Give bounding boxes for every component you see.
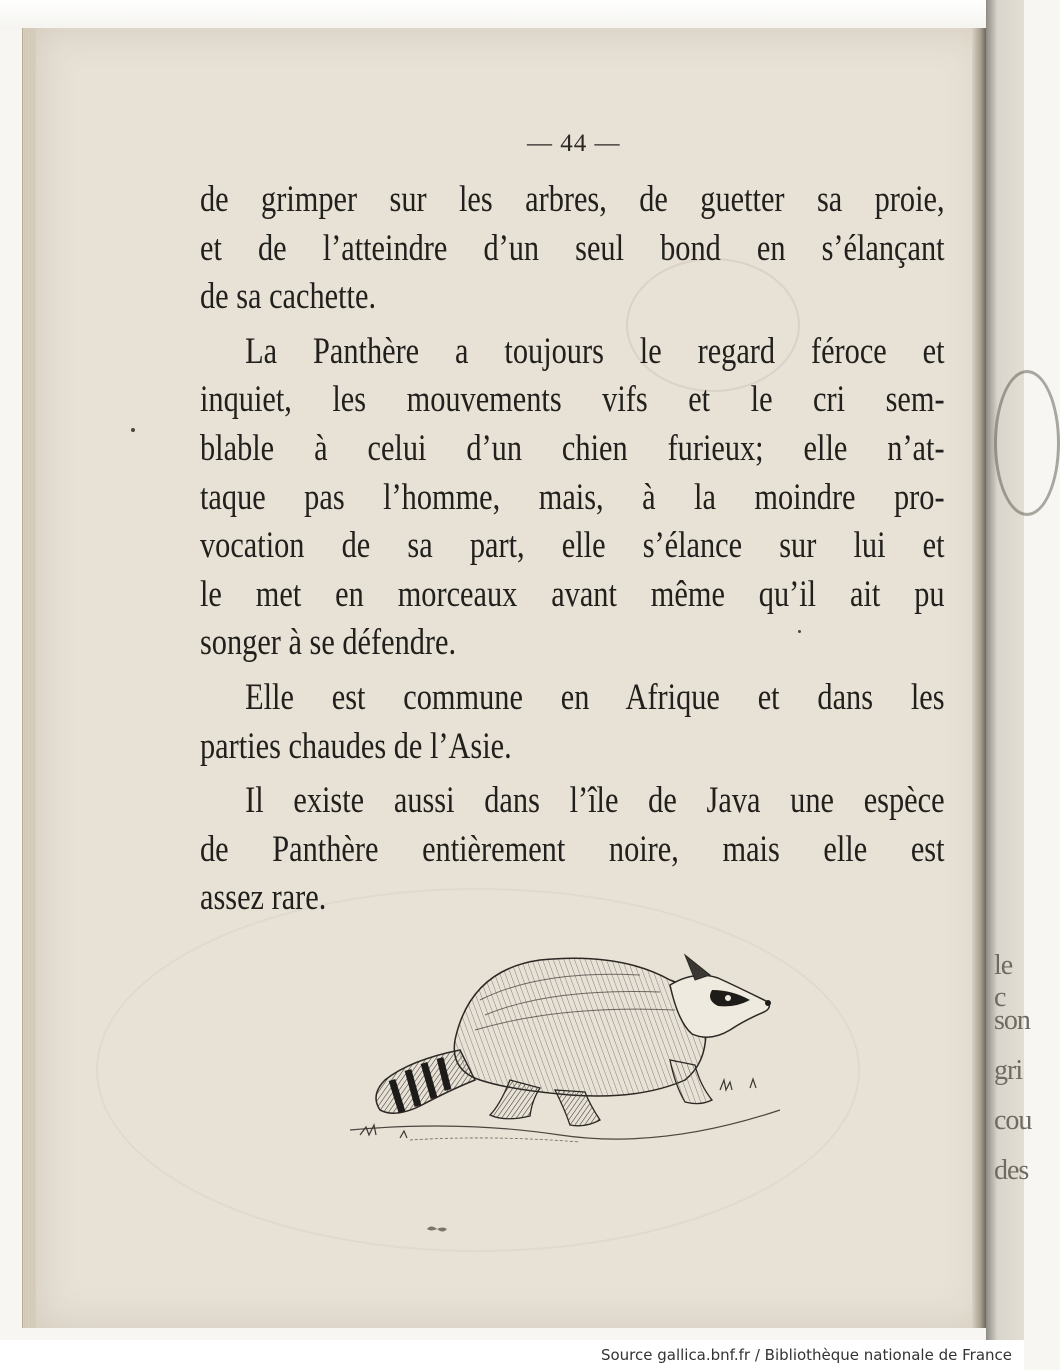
- text-line: de grimper sur les arbres, de guetter sa proie,: [200, 179, 945, 220]
- source-attribution: Source gallica.bnf.fr / Bibliothèque nationale de France: [600, 1346, 1012, 1364]
- text-line: Elle est commune en Afrique et dans les: [245, 676, 945, 718]
- facing-page-text: le c: [994, 950, 1013, 1013]
- text-line: inquiet, les mouvements vifs et le cri sem-: [200, 379, 945, 421]
- text-line: et de l’atteindre d’un seul bond en s’élançant: [200, 227, 945, 269]
- text-line: La Panthère a toujours le regard féroce et: [245, 330, 945, 372]
- text-line: taque pas l’homme, mais, à la moindre pro-: [200, 476, 945, 518]
- paragraph: [200, 328, 945, 668]
- body-text: [200, 176, 945, 923]
- paragraph: [200, 674, 945, 771]
- text-line: Il existe aussi dans l’île de Java une espèce: [245, 780, 945, 822]
- speck: [131, 428, 135, 432]
- raccoon-illustration: [340, 930, 790, 1160]
- text-line: vocation de sa part, elle s’élance sur lui et: [200, 525, 945, 567]
- text-line: assez rare.: [200, 877, 327, 919]
- page-number: — 44 —: [527, 130, 621, 157]
- text-line: parties chaudes de l’Asie.: [200, 725, 512, 767]
- paragraph: [200, 777, 945, 923]
- scan-background: [0, 0, 1024, 30]
- facing-page-text: des: [994, 1155, 1029, 1186]
- facing-page-text: gri: [994, 1055, 1023, 1086]
- facing-illustration-edge: [994, 370, 1060, 516]
- facing-page-text: cou: [994, 1105, 1032, 1136]
- page-gutter: [972, 28, 986, 1328]
- text-line: blable à celui d’un chien furieux; elle n’at-: [200, 427, 945, 469]
- facing-page: [986, 0, 1032, 1340]
- text-line: songer à se défendre.: [200, 622, 457, 664]
- text-line: le met en morceaux avant même qu’il ait pu: [200, 573, 945, 615]
- book-page-edges: [22, 28, 37, 1328]
- text-line: de Panthère entièrement noire, mais elle est: [200, 828, 945, 870]
- paragraph: [200, 176, 945, 322]
- facing-page-text: son: [994, 1005, 1030, 1036]
- text-line: de sa cachette.: [200, 276, 377, 318]
- fleuron-ornament: [425, 1222, 449, 1236]
